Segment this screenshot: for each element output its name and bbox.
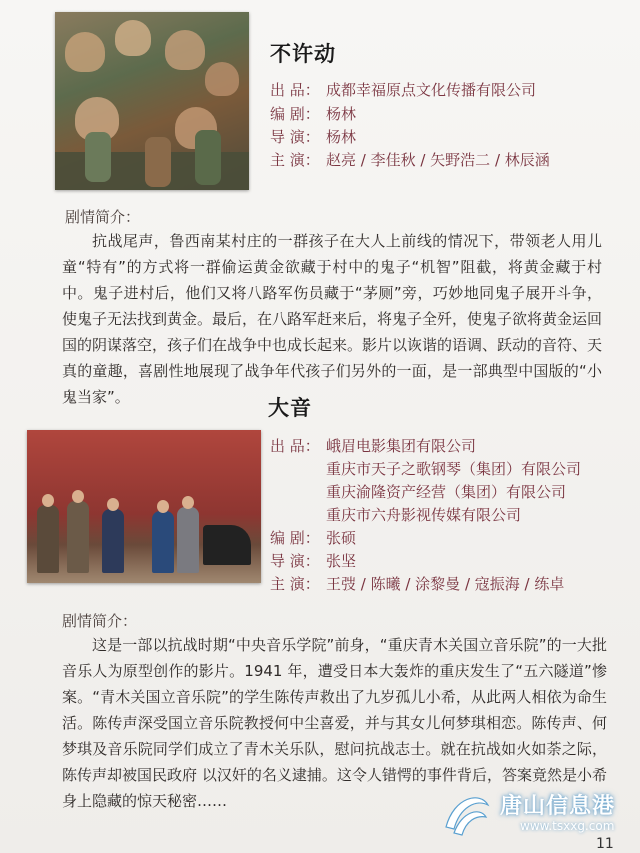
film-title: 不许动 xyxy=(270,42,336,66)
cast-label: 主 演： xyxy=(270,151,320,169)
producer-extra: 重庆市六舟影视传媒有限公司 xyxy=(326,506,522,524)
director-label: 导 演： xyxy=(270,552,320,570)
film-title: 大音 xyxy=(268,396,312,420)
cast-label: 主 演： xyxy=(270,575,320,593)
synopsis-heading: 剧情简介： xyxy=(62,612,138,630)
producer-extra: 重庆市天子之歌钢琴（集团）有限公司 xyxy=(326,460,582,478)
producer-value: 峨眉电影集团有限公司 xyxy=(326,437,477,455)
producer-value: 成都幸福原点文化传播有限公司 xyxy=(326,81,537,99)
film-poster-image xyxy=(55,12,249,190)
director-label: 导 演： xyxy=(270,128,320,146)
writer-credit xyxy=(270,103,356,124)
director-value: 张坚 xyxy=(326,552,357,570)
director-credit xyxy=(270,550,356,571)
cast-value: 王弢 / 陈曦 / 涂黎曼 / 寇振海 / 练卓 xyxy=(326,575,565,593)
director-credit xyxy=(270,126,356,147)
producer-label: 出 品： xyxy=(270,437,320,455)
writer-credit xyxy=(270,527,356,548)
writer-value: 张硕 xyxy=(326,529,357,547)
watermark-name: 唐山信息港 xyxy=(500,794,616,819)
cast-value: 赵亮 / 李佳秋 / 矢野浩二 / 林辰涵 xyxy=(326,151,550,169)
watermark-url: www.tsxxg.com xyxy=(520,819,615,833)
film-still-image xyxy=(27,430,261,583)
logo-swirl-icon xyxy=(440,787,492,839)
cast-credit xyxy=(270,149,550,170)
producer-extra: 重庆渝隆资产经营（集团）有限公司 xyxy=(326,483,567,501)
synopsis-text: 这是一部以抗战时期“中央音乐学院”前身，“重庆青木关国立音乐院”的一大批音乐人为原型创作的影片。1941 年，遭受日本大轰炸的重庆发生了“五六隧道”惨案。“青木关国立音乐院”的学生陈传声救出了九岁孤儿小希，从此两人相依为命生活。陈传声深受国立音乐院教授何中尘喜爱，并与其女儿何梦琪相恋。陈传声、何梦琪及音乐院同学们成立了青木关乐队，慰问抗战志士。就在抗战如火如荼之际，陈传声却被国民政府 以汉奸的名义逮捕。这令人错愕的事件背后，答案竟然是小希身上隐藏的惊天秘密…… xyxy=(62,636,607,810)
page-number: 11 xyxy=(596,836,614,852)
producer-label: 出 品： xyxy=(270,81,320,99)
watermark-logo xyxy=(440,783,630,843)
writer-value: 杨林 xyxy=(326,105,357,123)
producer-credit xyxy=(270,435,476,456)
director-value: 杨林 xyxy=(326,128,357,146)
writer-label: 编 剧： xyxy=(270,105,320,123)
synopsis-heading: 剧情简介： xyxy=(65,208,141,226)
synopsis-text: 抗战尾声，鲁西南某村庄的一群孩子在大人上前线的情况下，带领老人用儿童“特有”的方式将一群偷运黄金欲藏于村中的鬼子“机智”阻截，将黄金藏于村中。鬼子进村后，他们又将八路军伤员藏于“茅厕”旁，巧妙地同鬼子展开斗争，使鬼子无法找到黄金。最后，在八路军赶来后，将鬼子全歼，使鬼子欲将黄金运回国的阴谋落空，孩子们在战争中也成长起来。影片以诙谐的语调、跃动的音符、天真的童趣，喜剧性地展现了战争年代孩子们另外的一面，是一部典型中国版的“小鬼当家”。 xyxy=(62,232,603,406)
cast-credit xyxy=(270,573,564,594)
producer-credit xyxy=(270,79,536,100)
writer-label: 编 剧： xyxy=(270,529,320,547)
